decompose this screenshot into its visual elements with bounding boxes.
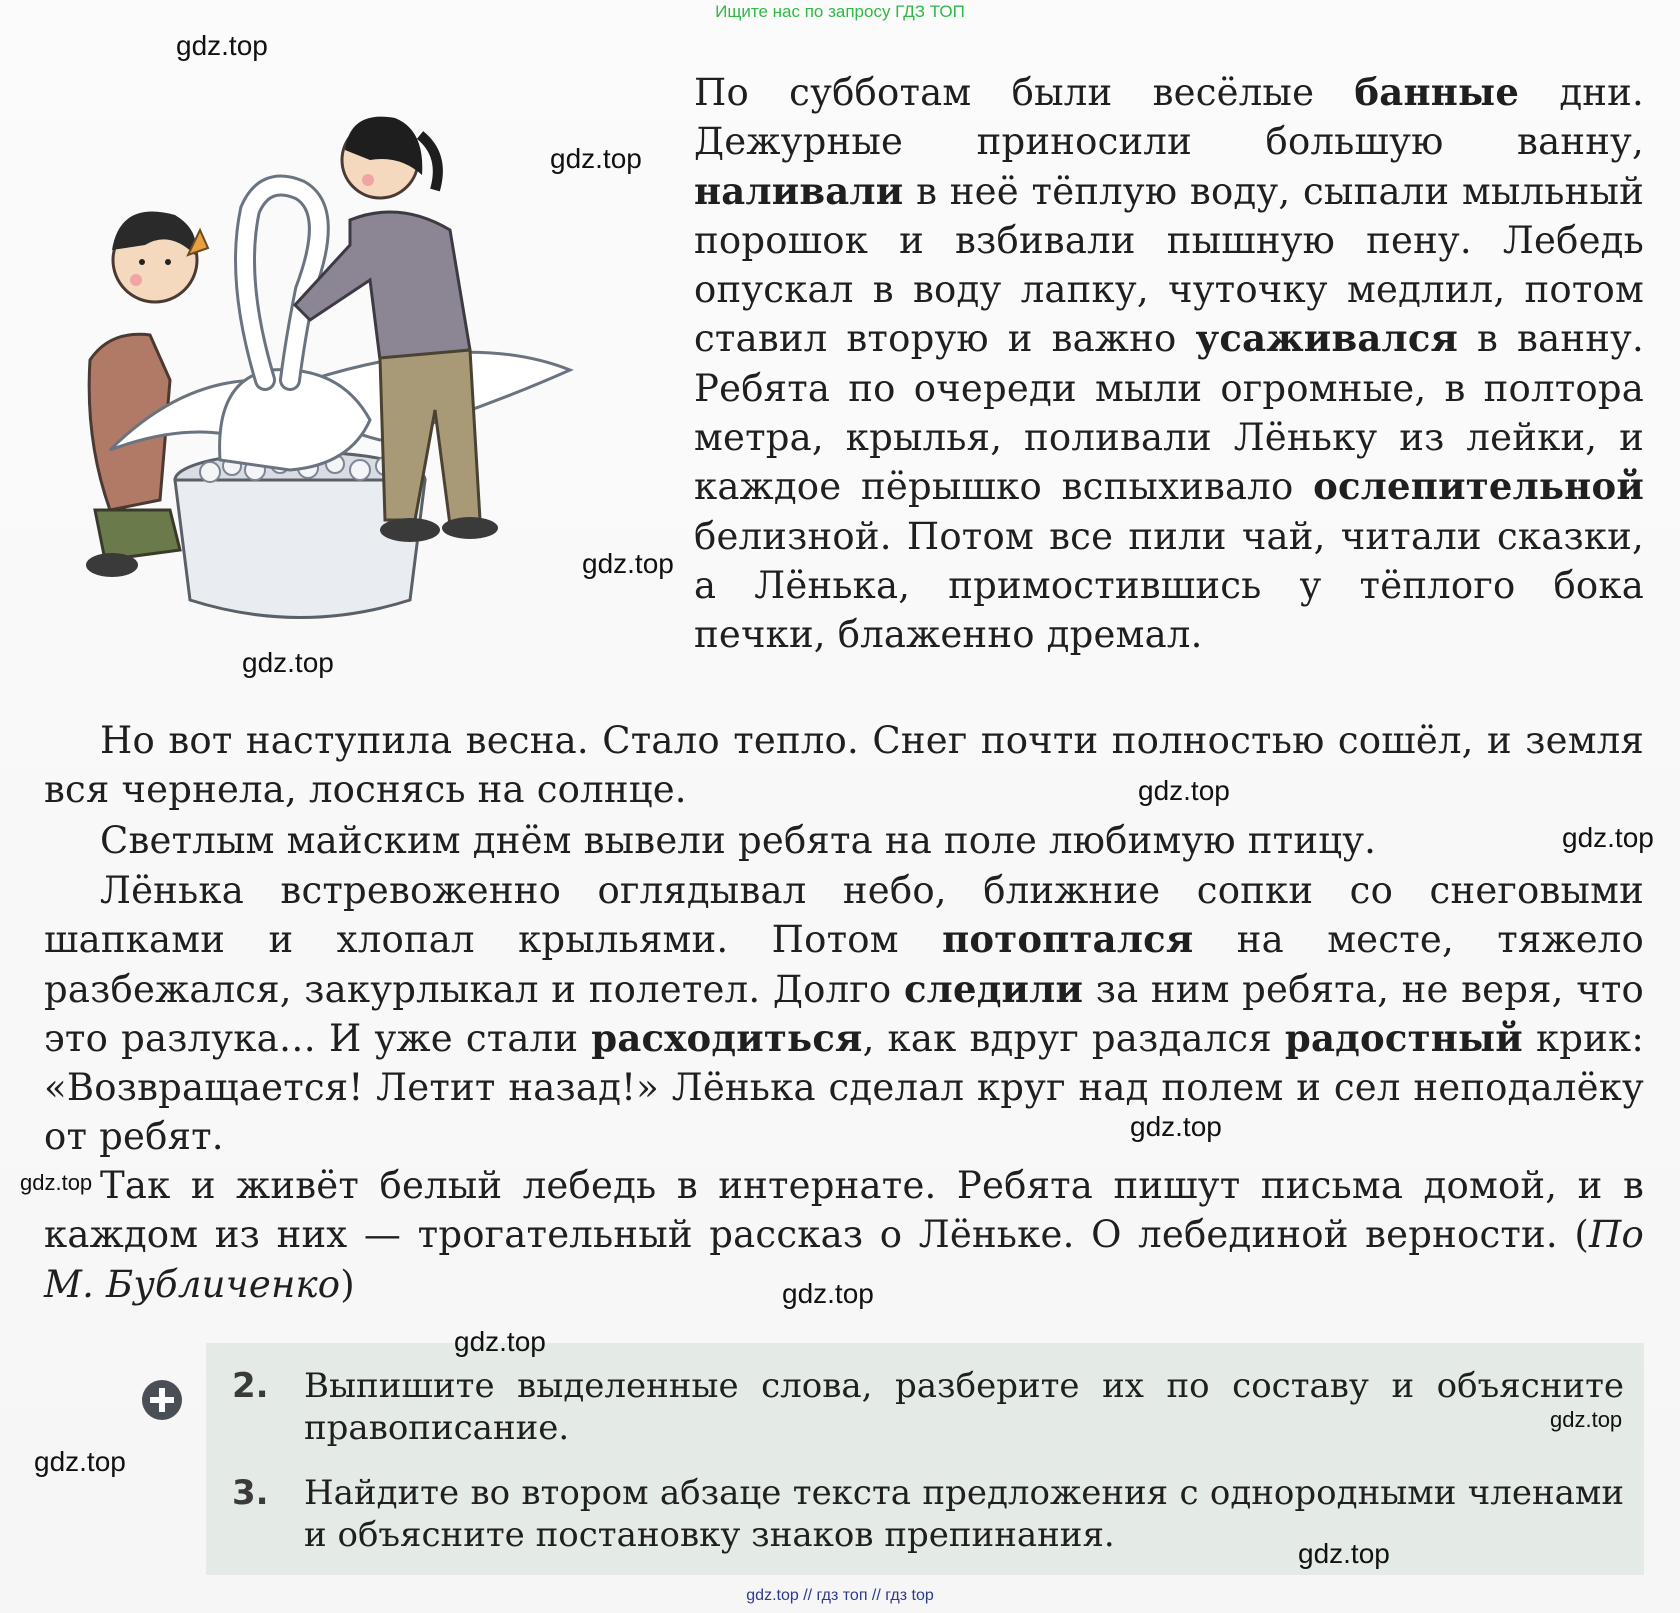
watermark: gdz.top <box>1550 1407 1623 1432</box>
watermark: gdz.top <box>20 1170 93 1195</box>
highlight-word: потоптался <box>942 917 1194 962</box>
paragraph-1: По субботам были весёлые банные дни. Дежурные приносили большую ванну, наливали в неё тёплую воду, сыпали мыльный порошок и взбивали пышную пену. Лебедь опускал в воду лапку, чуточку медлил, потом ставил вторую и важно усаживался в ванну. Ребята по очереди мыли огромные, в полтора метра, крылья, поливали Лёньку из лейки, и каждое пёрышко вспыхивало ослепительной белизной. Потом все пили чай, читали сказки, а Лёнька, примостившись у тёплого бока печки, блаженно дремал. <box>694 70 1644 657</box>
watermark: gdz.top <box>1138 775 1230 806</box>
task-text: Выпишите выделенные слова, разберите их по составу и объясните правописание. <box>304 1366 1624 1448</box>
watermark: gdz.top <box>34 1446 126 1477</box>
watermark: gdz.top <box>1562 822 1654 853</box>
paragraph-2: Но вот наступила весна. Стало тепло. Снег почти полностью сошёл, и земля вся чернела, лоснясь на солнце. <box>44 719 1644 812</box>
paragraph-5: Так и живёт белый лебедь в интернате. Ребята пишут письма домой, и в каждом из них — трогательный рассказ о Лёньке. О лебединой верности. (По М. Бубличенко) <box>44 1164 1644 1306</box>
highlight-word: усаживался <box>1195 316 1459 361</box>
paragraph-3: Светлым майским днём вывели ребята на поле любимую птицу. <box>100 819 1377 862</box>
author-attribution: По М. Бубличенко <box>44 1213 1644 1306</box>
paragraph-4: Лёнька встревоженно оглядывал небо, ближние сопки со снеговыми шапками и хлопал крыльями. Потом потоптался на месте, тяжело разбежался, закурлыкал и полетел. Долго следили за ним ребята, не веря, что это разлука… И уже стали расходиться, как вдруг раздался радостный крик: «Возвращается! Летит назад!» Лёнька сделал круг над полем и сел неподалёку от ребят. <box>44 869 1645 1159</box>
bottom-banner[interactable]: gdz.top // гдз топ // гдз top <box>746 1587 934 1604</box>
swan-bath-illustration <box>50 80 630 640</box>
watermark: gdz.top <box>454 1326 546 1357</box>
watermark: gdz.top <box>242 647 334 678</box>
watermark: gdz.top <box>550 143 642 174</box>
watermark: gdz.top <box>176 30 268 61</box>
task-3 <box>232 1472 1632 1562</box>
watermark: gdz.top <box>1130 1111 1222 1142</box>
highlight-word: радостный <box>1284 1015 1523 1060</box>
task-number: 3. <box>232 1473 269 1513</box>
watermark: gdz.top <box>1298 1538 1390 1569</box>
watermark: gdz.top <box>582 548 674 579</box>
highlight-word: следили <box>903 966 1084 1011</box>
plus-icon <box>140 1378 184 1422</box>
top-banner[interactable]: Ищите нас по запросу ГДЗ ТОП <box>715 2 965 21</box>
highlight-word: расходиться <box>591 1015 863 1060</box>
highlight-word: ослепительной <box>1313 464 1644 509</box>
task-2 <box>232 1365 1632 1455</box>
watermark: gdz.top <box>782 1278 874 1309</box>
highlight-word: банные <box>1354 70 1520 114</box>
highlight-word: наливали <box>694 168 904 213</box>
task-number: 2. <box>232 1366 269 1406</box>
task-text: Найдите во втором абзаце текста предложения с однородными членами и объясните постановку знаков препинания. <box>304 1473 1624 1555</box>
